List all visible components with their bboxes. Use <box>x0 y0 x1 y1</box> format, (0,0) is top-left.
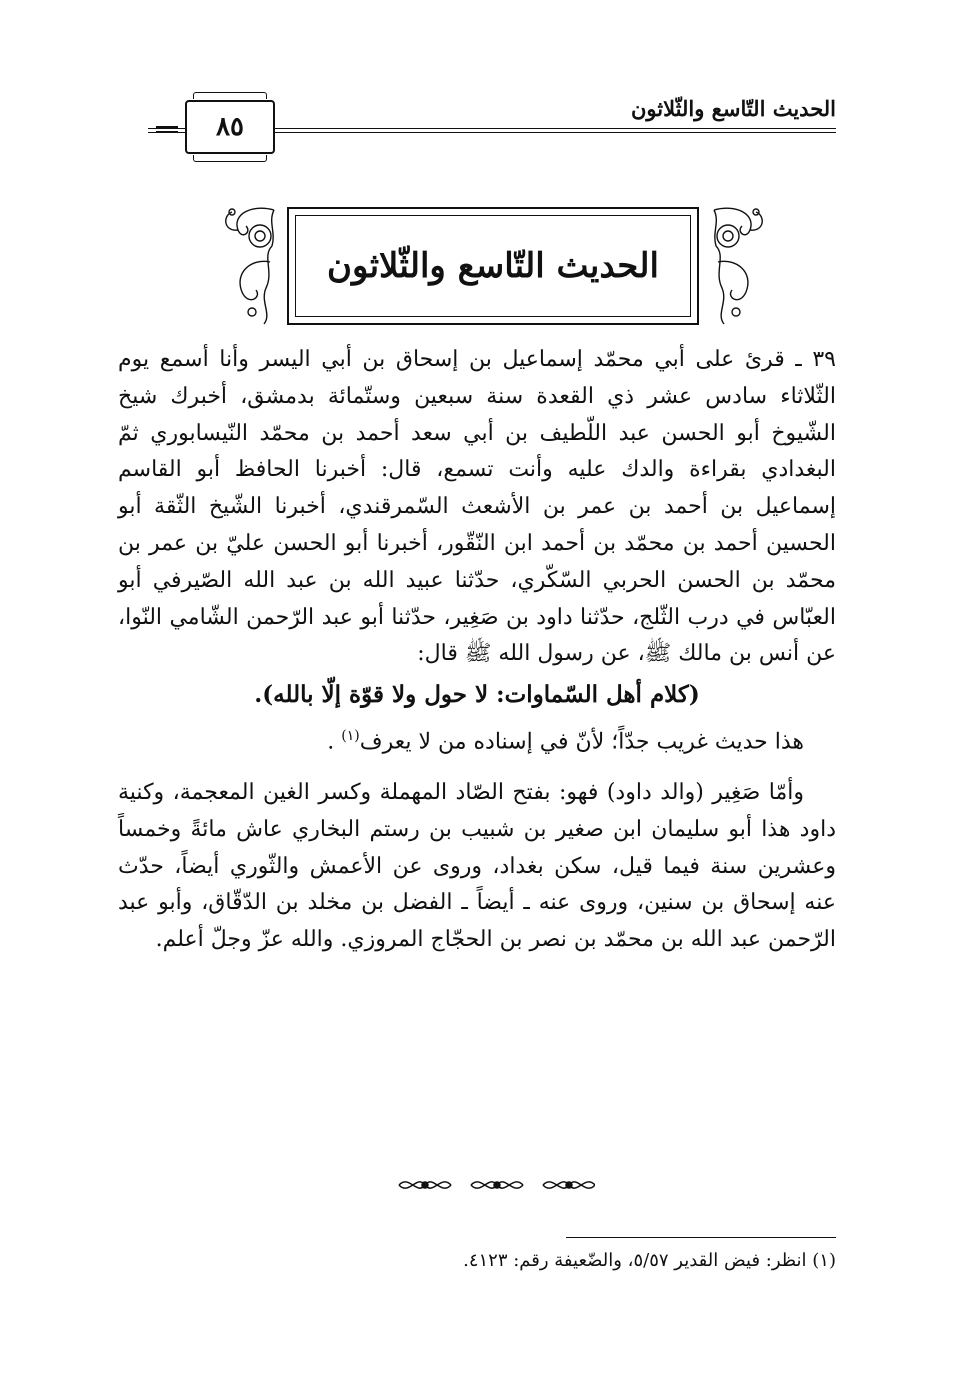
running-title: الحديث التّاسع والثّلاثون <box>631 96 836 121</box>
footnote-rule <box>566 1237 836 1238</box>
chapter-title: الحديث التّاسع والثّلاثون <box>295 215 691 317</box>
section-divider-ornaments <box>395 1172 595 1198</box>
left-floral-ornament-icon <box>214 202 282 326</box>
hadith-chain-paragraph: ٣٩ ـ قرئ على أبي محمّد إسماعيل بن إسحاق بن أبي اليسر وأنا أسمع يوم الثّلاثاء سادس عشر ذي القعدة سنة سبعين وستّمائة بدمشق، أخبرك شيخ الشّيوخ أبو الحسن عبد اللّطيف بن أبي سعد أحمد بن محمّد النّيسابوري ثمّ البغدادي بقراءة والدك عليه وأنت تسمع، قال: أخبرنا الحافظ أبو القاسم إسماعيل بن أحمد بن عمر بن الأشعث السّمرقندي، أخبرنا الشّيخ الثّقة أبو الحسين أحمد بن محمّد بن أحمد ابن النّقّور، أخبرنا أبو الحسن عليّ بن عمر بن محمّد بن الحسن الحربي السّكّري، حدّثنا عبيد الله بن عبد الله الصّيرفي أبو العبّاس في درب الثّلج، حدّثنا داود بن صَغِير، حدّثنا أبو عبد الرّحمن الشّامي النّوا، عن أنس بن مالك ﷺ، عن رسول الله ﷺ قال: <box>118 347 836 667</box>
page-number: ٨٥ <box>185 100 275 154</box>
chapter-title-frame <box>287 207 699 325</box>
right-floral-ornament-icon <box>706 202 774 326</box>
explanation-paragraph: وأمّا صَغِير (والد داود) فهو: بفتح الصّاد المهملة وكسر الغين المعجمة، وكنية داود هذا أبو سليمان ابن صغير بن شبيب بن رستم البخاري عاش مائةً وخمساً وعشرين سنة فيما قيل، سكن بغداد، وروى عن الأعمش والثّوري أيضاً، حدّث عنه إسحاق بن سنين، وروى عنه ـ أيضاً ـ الفضل بن مخلد بن الدّقّاق، وأبو عبد الرّحمن عبد الله بن محمّد بن نصر بن الحجّاج المروزي. والله عزّ وجلّ أعلم. <box>118 780 837 953</box>
footnote: (١) انظر: فيض القدير ٥/٥٧، والضّعيفة رقم: ٤١٢٣. <box>463 1250 836 1271</box>
comment-end: . <box>327 729 335 755</box>
main-text <box>118 342 836 959</box>
comment-text: هذا حديث غريب جدّاً؛ لأنّ في إسناده من لا يعرف <box>359 729 804 755</box>
footnote-reference: (١) <box>341 727 360 744</box>
divider-flourish-icon <box>471 1182 523 1188</box>
divider-flourish-icon <box>543 1182 595 1188</box>
hadith-saying: (كلام أهل السّماوات: لا حول ولا قوّة إلّا بالله). <box>254 681 700 709</box>
header-left-dash <box>156 126 178 133</box>
hadith-comment <box>118 718 836 761</box>
divider-flourish-icon <box>399 1182 451 1188</box>
